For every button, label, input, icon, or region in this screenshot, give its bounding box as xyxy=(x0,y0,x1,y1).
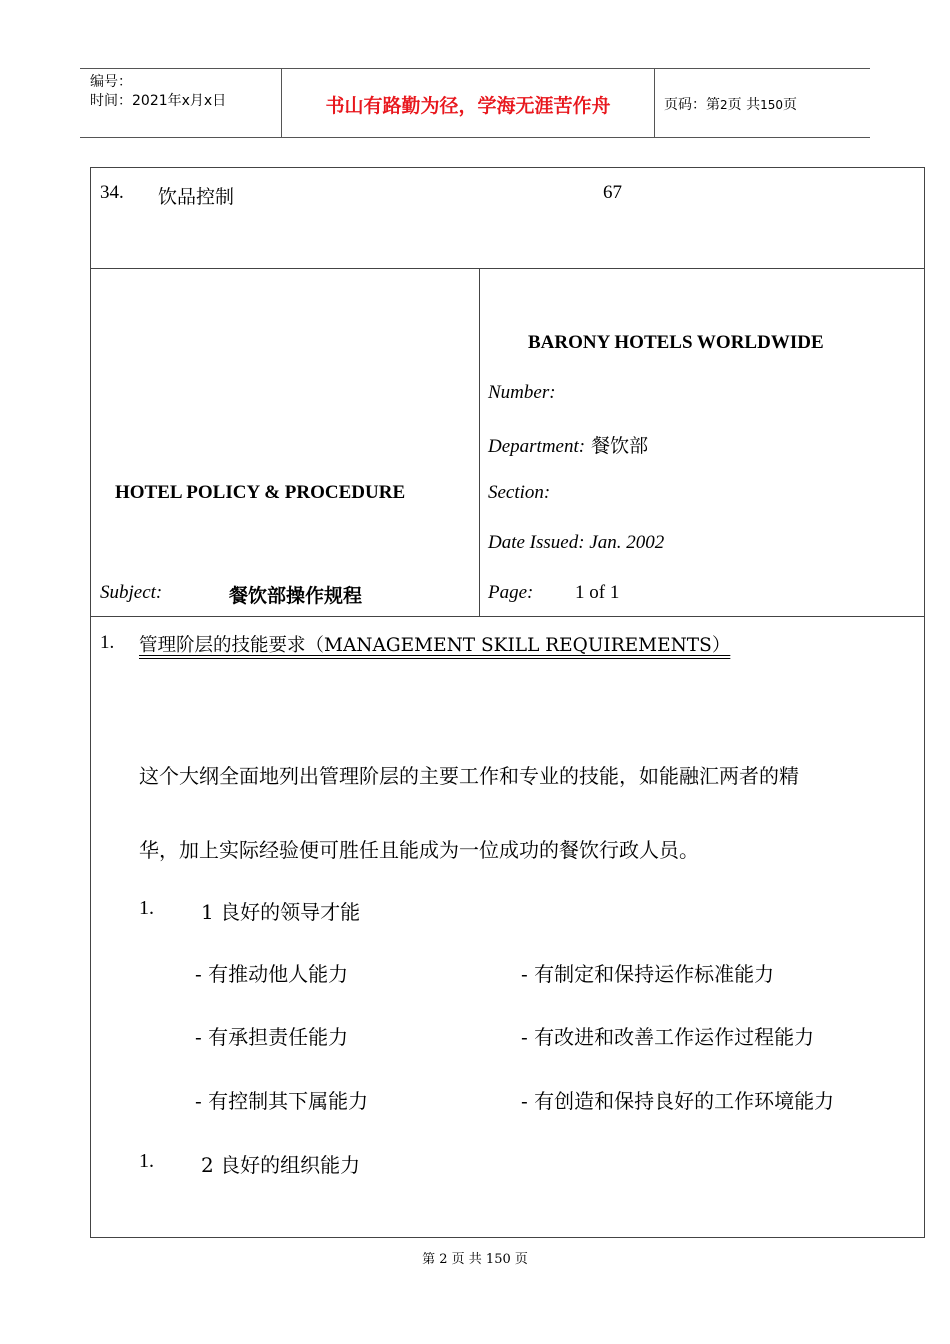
section-heading-number: 1. xyxy=(100,632,115,653)
header-time-label: 时间：2021年x月x日 xyxy=(90,93,227,109)
company-name: BARONY HOTELS WORLDWIDE xyxy=(528,332,824,353)
subject-value: 餐饮部操作规程 xyxy=(229,585,363,607)
skill-item-right-2: - 有改进和改善工作运作过程能力 xyxy=(521,1025,815,1049)
subsection-1-title: 1 良好的领导才能 xyxy=(201,900,361,924)
toc-item-title: 饮品控制 xyxy=(158,186,235,208)
header-page-mid: 页 共 xyxy=(727,97,761,113)
document-table xyxy=(90,167,925,1238)
header-motto: 书山有路勤为径，学海无涯苦作舟 xyxy=(325,95,611,117)
page-footer: 第 2 页 共 150 页 xyxy=(422,1252,528,1267)
toc-item-page: 67 xyxy=(603,182,622,203)
header-number-label: 编号： xyxy=(90,74,132,90)
policy-title: HOTEL POLICY & PROCEDURE xyxy=(115,482,406,503)
toc-item-number: 34. xyxy=(100,182,124,203)
skill-item-left-1: - 有推动他人能力 xyxy=(195,962,349,986)
intro-paragraph-line-1: 这个大纲全面地列出管理阶层的主要工作和专业的技能，如能融汇两者的精 xyxy=(139,764,799,788)
subsection-2-title: 2 良好的组织能力 xyxy=(201,1153,361,1177)
row-divider xyxy=(91,268,924,269)
page-value: 1 of 1 xyxy=(575,582,620,603)
column-divider xyxy=(479,268,480,616)
header-page-suffix: 页 xyxy=(783,97,797,113)
row-divider xyxy=(91,616,924,617)
subsection-1-number: 1. xyxy=(139,897,154,919)
section-heading: 管理阶层的技能要求（MANAGEMENT SKILL REQUIREMENTS） xyxy=(139,635,731,656)
header-page-prefix: 页码：第 xyxy=(664,97,720,113)
skill-item-left-3: - 有控制其下属能力 xyxy=(195,1089,369,1113)
subsection-2-number: 1. xyxy=(139,1150,154,1172)
header-divider xyxy=(654,69,655,137)
header-page-total: 150 xyxy=(760,98,783,112)
header-page-info xyxy=(664,94,797,114)
skill-item-right-3: - 有创造和保持良好的工作环境能力 xyxy=(521,1089,835,1113)
subject-label: Subject: xyxy=(100,582,163,603)
page-header xyxy=(80,68,870,138)
header-page-num: 2 xyxy=(720,98,728,112)
department-label: Department: xyxy=(488,436,586,457)
number-label: Number: xyxy=(488,382,556,403)
header-meta xyxy=(90,73,226,111)
department-value: 餐饮部 xyxy=(591,435,649,457)
skill-item-left-2: - 有承担责任能力 xyxy=(195,1025,349,1049)
section-label: Section: xyxy=(488,482,551,503)
intro-paragraph-line-2: 华，加上实际经验便可胜任且能成为一位成功的餐饮行政人员。 xyxy=(139,838,699,862)
date-issued: Date Issued: Jan. 2002 xyxy=(488,532,665,553)
skill-item-right-1: - 有制定和保持运作标准能力 xyxy=(521,962,775,986)
department-line xyxy=(488,431,648,458)
page-label: Page: xyxy=(488,582,534,603)
